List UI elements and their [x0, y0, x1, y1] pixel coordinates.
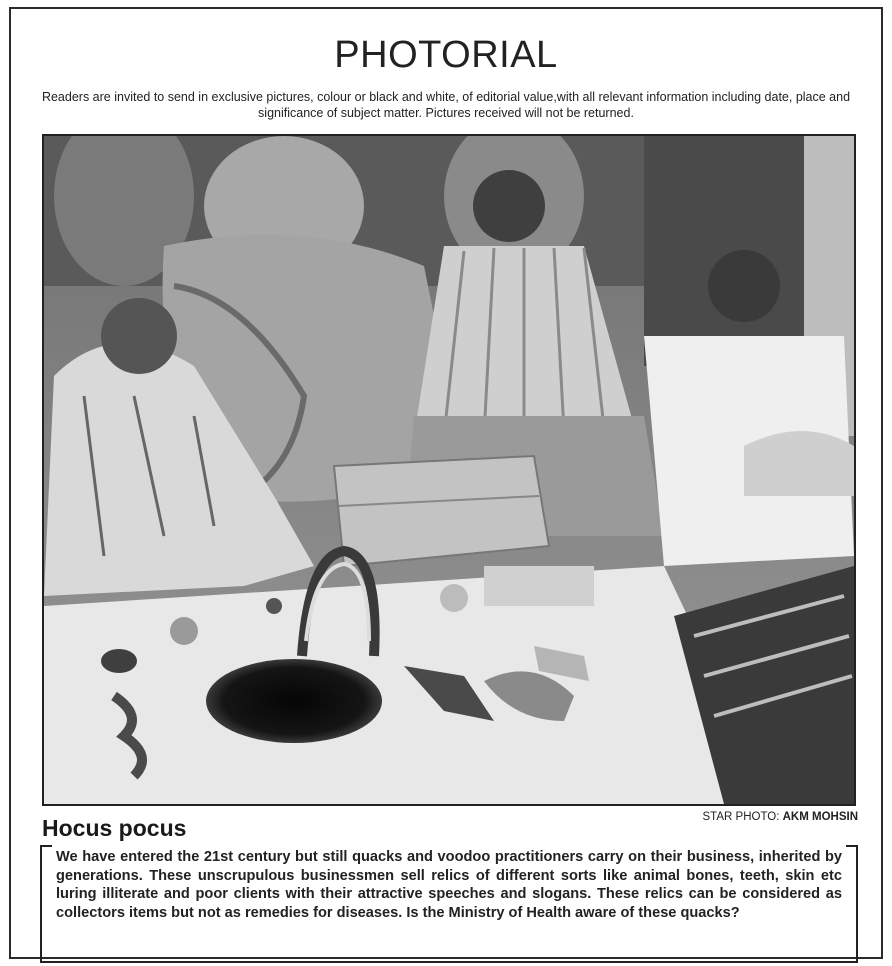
small-relic	[266, 598, 282, 614]
small-relic	[440, 584, 468, 612]
boy-cap	[744, 431, 854, 496]
woman-head	[101, 298, 177, 374]
page-title: PHOTORIAL	[334, 34, 558, 76]
black-fur-pelt	[206, 659, 382, 743]
photographer-name: AKM MOHSIN	[782, 811, 858, 823]
small-relic	[101, 649, 137, 673]
man-right-head	[708, 250, 780, 322]
story-caption: We have entered the 21st century but still quacks and voodoo practitioners carry on their business, inherited by generations. These unscrupulous businessmen sell relics of different sorts like animal bones, teeth, skin etc luring illiterate and poor clients with their attractive speeches and slogans. These relics can be considered as collectors items but not as remedies for diseases. Is the Ministry of Health aware of these quacks?	[56, 849, 842, 921]
photo-illustration	[44, 136, 854, 804]
photo-credit	[703, 811, 858, 823]
small-relic	[170, 617, 198, 645]
news-photograph	[42, 134, 856, 806]
reader-invitation-text: Readers are invited to send in exclusive pictures, colour or black and white, of editorial value,with all relevant information including date, place and significance of subject matter. Pictures received will not be returned.	[41, 90, 851, 120]
suitcase	[334, 456, 549, 566]
background-person	[644, 136, 824, 366]
photo-credit-prefix: STAR PHOTO:	[702, 811, 783, 823]
story-heading: Hocus pocus	[42, 815, 187, 841]
papers	[484, 566, 594, 606]
man-center-head	[473, 170, 545, 242]
